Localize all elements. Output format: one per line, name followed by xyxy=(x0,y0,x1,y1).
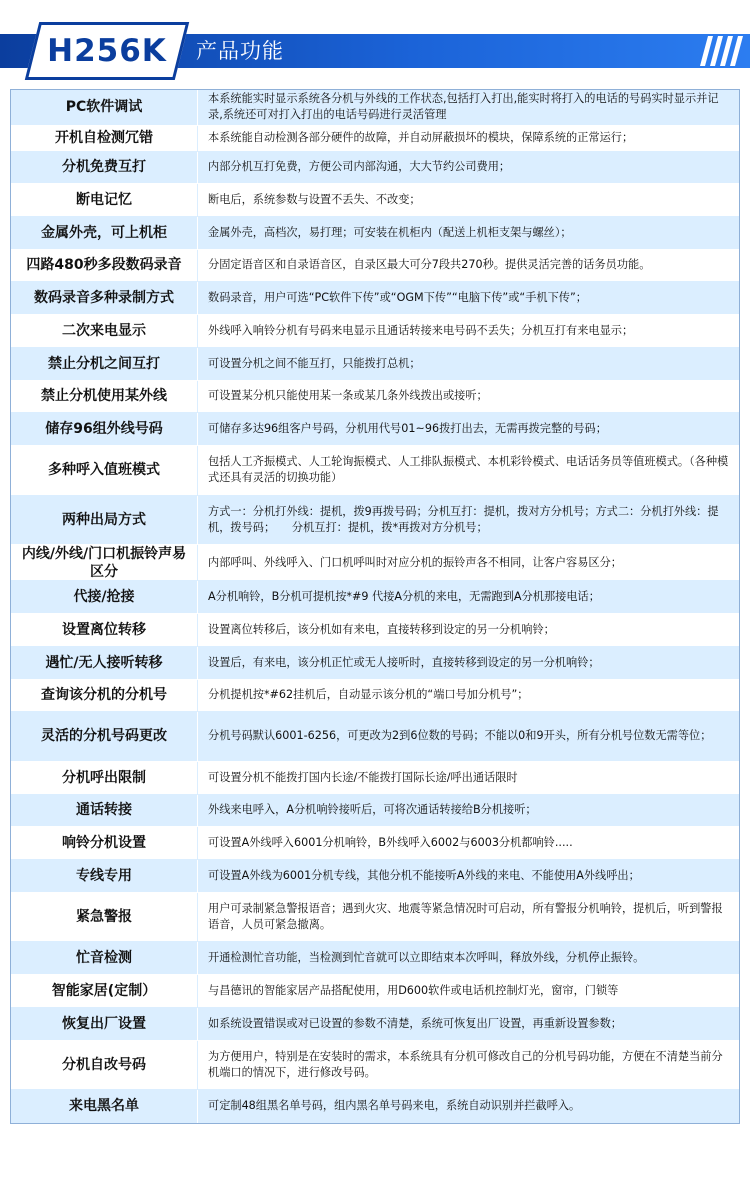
table-row xyxy=(11,712,739,762)
feature-name: PC软件调试 xyxy=(11,90,197,125)
feature-description: 内部分机互打免费，方便公司内部沟通，大大节约公司费用； xyxy=(197,152,739,184)
feature-name: 通话转接 xyxy=(11,795,197,827)
table-row xyxy=(11,413,739,446)
feature-description: 如系统设置错误或对已设置的参数不清楚，系统可恢复出厂设置，再重新设置参数； xyxy=(197,1008,739,1040)
feature-description: 可设置分机之间不能互打，只能拨打总机； xyxy=(197,348,739,380)
feature-description: 与昌德讯的智能家居产品搭配使用，用D600软件或电话机控制灯光，窗帘，门锁等 xyxy=(197,975,739,1007)
feature-description: 分机提机按*#62挂机后，自动显示该分机的“端口号加分机号”； xyxy=(197,680,739,712)
feature-description: 可定制48组黑名单号码，组内黑名单号码来电，系统自动识别并拦截呼入。 xyxy=(197,1090,739,1123)
feature-name: 禁止分机之间互打 xyxy=(11,348,197,380)
feature-name: 禁止分机使用某外线 xyxy=(11,381,197,413)
stripes-decoration-icon xyxy=(700,36,744,66)
table-row xyxy=(11,446,739,496)
feature-name: 分机呼出限制 xyxy=(11,762,197,794)
feature-description: 可设置A外线呼入6001分机响铃，B外线呼入6002与6003分机都响铃..... xyxy=(197,827,739,859)
section-banner xyxy=(0,22,750,80)
feature-name: 遇忙/无人接听转移 xyxy=(11,647,197,679)
feature-description: 分机号码默认6001-6256，可更改为2到6位数的号码；不能以0和9开头，所有分机号位数无需等位； xyxy=(197,712,739,761)
feature-description: 外线来电呼入，A分机响铃接听后，可将次通话转接给B分机接听； xyxy=(197,795,739,827)
feature-description: 外线呼入响铃分机有号码来电显示且通话转接来电号码不丢失；分机互打有来电显示； xyxy=(197,315,739,347)
table-row xyxy=(11,893,739,943)
feature-name: 数码录音多种录制方式 xyxy=(11,282,197,314)
feature-description: 用户可录制紧急警报语音；遇到火灾、地震等紧急情况时可启动，所有警报分机响铃，提机后，听到警报语音，人员可紧急撤离。 xyxy=(197,893,739,942)
feature-description: 方式一：分机打外线：提机，拨9再拨号码；分机互打：提机，拨对方分机号；方式二：分机打外线：提机，拨号码； 分机互打：提机，拨*再拨对方分机号； xyxy=(197,496,739,545)
feature-description: A分机响铃，B分机可提机按*#9 代接A分机的来电，无需跑到A分机那接电话； xyxy=(197,581,739,613)
feature-description: 本系统能自动检测各部分硬件的故障，并自动屏蔽损坏的模块，保障系统的正常运行； xyxy=(197,126,739,151)
feature-description: 内部呼叫、外线呼入、门口机呼叫时对应分机的振铃声各不相同，让客户容易区分； xyxy=(197,545,739,580)
feature-name: 多种呼入值班模式 xyxy=(11,446,197,495)
feature-name: 储存96组外线号码 xyxy=(11,413,197,445)
feature-description: 本系统能实时显示系统各分机与外线的工作状态,包括打入打出,能实时将打入的电话的号码实时显示并记录,系统还可对打入打出的电话号码进行灵活管理 xyxy=(197,90,739,125)
feature-description: 可储存多达96组客户号码，分机用代号01~96拨打出去，无需再拨完整的号码； xyxy=(197,413,739,445)
table-row xyxy=(11,184,739,217)
table-row xyxy=(11,975,739,1008)
table-row xyxy=(11,250,739,283)
table-row xyxy=(11,942,739,975)
feature-name: 开机自检测冗错 xyxy=(11,126,197,151)
table-row xyxy=(11,90,739,126)
table-row xyxy=(11,496,739,546)
feature-description: 设置后，有来电，该分机正忙或无人接听时，直接转移到设定的另一分机响铃； xyxy=(197,647,739,679)
feature-name: 紧急警报 xyxy=(11,893,197,942)
feature-description: 可设置分机不能拨打国内长途/不能拨打国际长途/呼出通话限时 xyxy=(197,762,739,794)
table-row xyxy=(11,152,739,185)
table-row xyxy=(11,614,739,647)
feature-description: 分固定语音区和自录语音区，自录区最大可分7段共270秒。提供灵活完善的话务员功能。 xyxy=(197,250,739,282)
table-row xyxy=(11,381,739,414)
feature-name: 查询该分机的分机号 xyxy=(11,680,197,712)
table-row xyxy=(11,315,739,348)
table-row xyxy=(11,647,739,680)
feature-name: 忙音检测 xyxy=(11,942,197,974)
feature-name: 金属外壳，可上机柜 xyxy=(11,217,197,249)
feature-table xyxy=(10,89,740,1124)
feature-description: 断电后，系统参数与设置不丢失、不改变； xyxy=(197,184,739,216)
feature-name: 两种出局方式 xyxy=(11,496,197,545)
feature-name: 智能家居(定制） xyxy=(11,975,197,1007)
feature-name: 内线/外线/门口机振铃声易区分 xyxy=(11,545,197,580)
feature-name: 分机自改号码 xyxy=(11,1041,197,1090)
feature-description: 金属外壳，高档次，易打理；可安装在机柜内（配送上机柜支架与螺丝）； xyxy=(197,217,739,249)
table-row xyxy=(11,1090,739,1123)
feature-name: 代接/抢接 xyxy=(11,581,197,613)
feature-name: 灵活的分机号码更改 xyxy=(11,712,197,761)
table-row xyxy=(11,680,739,713)
table-row xyxy=(11,348,739,381)
feature-name: 恢复出厂设置 xyxy=(11,1008,197,1040)
feature-name: 来电黑名单 xyxy=(11,1090,197,1123)
feature-description: 开通检测忙音功能，当检测到忙音就可以立即结束本次呼叫，释放外线，分机停止振铃。 xyxy=(197,942,739,974)
feature-name: 断电记忆 xyxy=(11,184,197,216)
feature-name: 分机免费互打 xyxy=(11,152,197,184)
section-title: 产品功能 xyxy=(196,39,284,63)
table-row xyxy=(11,282,739,315)
table-row xyxy=(11,1008,739,1041)
table-row xyxy=(11,217,739,250)
feature-description: 设置离位转移后，该分机如有来电，直接转移到设定的另一分机响铃； xyxy=(197,614,739,646)
table-row xyxy=(11,827,739,860)
feature-name: 响铃分机设置 xyxy=(11,827,197,859)
feature-name: 专线专用 xyxy=(11,860,197,892)
feature-name: 设置离位转移 xyxy=(11,614,197,646)
table-row xyxy=(11,795,739,828)
table-row xyxy=(11,762,739,795)
model-name: H256K xyxy=(47,33,167,69)
feature-description: 包括人工齐振模式、人工轮询振模式、人工排队振模式、本机彩铃模式、电话话务员等值班模式。（各种模式还具有灵活的切换功能） xyxy=(197,446,739,495)
feature-description: 可设置某分机只能使用某一条或某几条外线拨出或接听； xyxy=(197,381,739,413)
table-row xyxy=(11,860,739,893)
feature-description: 数码录音，用户可选“PC软件下传”或“OGM下传”“电脑下传”或“手机下传”； xyxy=(197,282,739,314)
table-row xyxy=(11,545,739,581)
feature-description: 可设置A外线为6001分机专线，其他分机不能接听A外线的来电、不能使用A外线呼出； xyxy=(197,860,739,892)
feature-description: 为方便用户，特别是在安装时的需求，本系统具有分机可修改自己的分机号码功能，方便在不清楚当前分机端口的情况下，进行修改号码。 xyxy=(197,1041,739,1090)
feature-name: 二次来电显示 xyxy=(11,315,197,347)
feature-name: 四路480秒多段数码录音 xyxy=(11,250,197,282)
table-row xyxy=(11,1041,739,1091)
table-row xyxy=(11,581,739,614)
table-row xyxy=(11,126,739,152)
